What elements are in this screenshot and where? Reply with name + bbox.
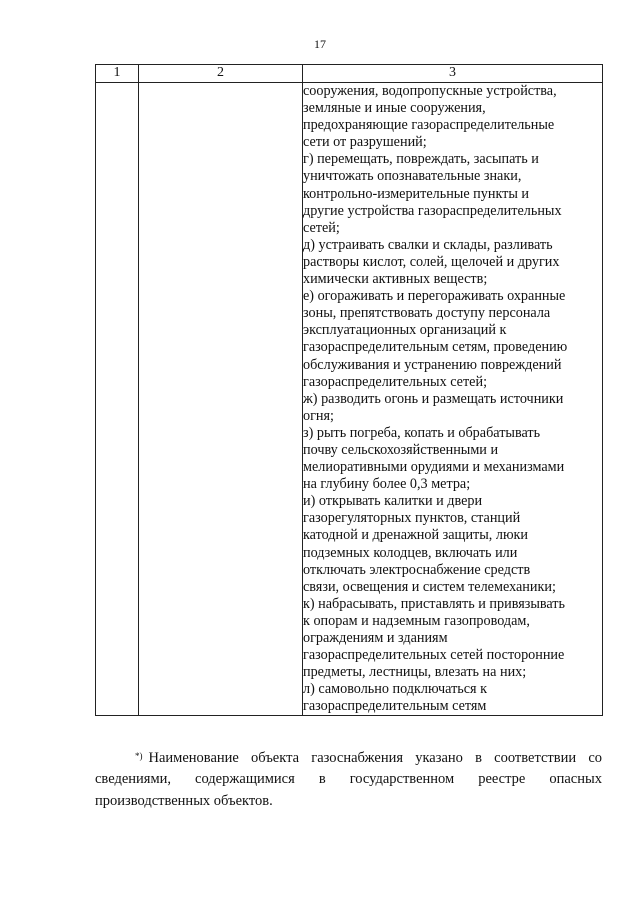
cell-text-line: и) открывать калитки и двери: [303, 493, 483, 510]
cell-text-line: к) набрасывать, приставлять и привязывать: [303, 595, 565, 612]
footnote-word: соответствии: [494, 750, 577, 766]
cell-text-line: связи, освещения и систем телемеханики;: [303, 578, 556, 595]
footnote-word: опасных: [549, 771, 602, 788]
footnote-word: государственном: [349, 771, 455, 788]
cell-text-line: огня;: [303, 407, 334, 424]
footnote-line-3: производственных объектов.: [95, 792, 273, 809]
footnote-line-2: [95, 769, 602, 790]
cell-text-line: катодной и дренажной защиты, люки: [303, 527, 529, 544]
cell-text-line: зоны, препятствовать доступу персонала: [303, 305, 551, 322]
cell-text-line: к опорам и надземным газопроводам,: [303, 612, 530, 629]
footnote-word: Наименование: [148, 750, 239, 766]
cell-text-line: эксплуатационных организаций к: [303, 322, 507, 339]
cell-col-1: [96, 83, 139, 716]
cell-text-line: химически активных веществ;: [303, 271, 488, 288]
cell-col-2: [139, 83, 303, 716]
footnote-word: со: [588, 750, 602, 766]
footnote-word: в: [318, 771, 326, 788]
table-row: [96, 83, 603, 716]
cell-text-line: з) рыть погреба, копать и обрабатывать: [303, 424, 541, 441]
cell-text-line: другие устройства газораспределительных: [303, 202, 562, 219]
cell-col-3: [303, 83, 603, 716]
footnote-marker: *): [135, 751, 143, 761]
footnote-word: объекта: [251, 750, 300, 766]
cell-text-line: е) огораживать и перегораживать охранные: [303, 288, 566, 305]
cell-text-line: газораспределительных сетей посторонние: [303, 647, 565, 664]
footnote-word: содержащимися: [195, 771, 295, 788]
cell-text-line: мелиоративными орудиями и механизмами: [303, 459, 565, 476]
page-number: 17: [314, 37, 326, 51]
column-header-2: 2: [139, 65, 303, 83]
cell-text-line: л) самовольно подключаться к: [303, 681, 488, 698]
cell-text-line: сети от разрушений;: [303, 134, 427, 151]
table-header-row: [96, 65, 603, 83]
footnote: [95, 748, 602, 812]
cell-text-line: растворы кислот, солей, щелочей и других: [303, 253, 560, 270]
cell-text-line: подземных колодцев, включать или: [303, 544, 518, 561]
cell-text-line: почву сельскохозяйственными и: [303, 441, 499, 458]
footnote-word: сведениями,: [95, 771, 172, 788]
column-header-3: 3: [303, 65, 603, 83]
column-header-1: 1: [96, 65, 139, 83]
cell-text-line: отключать электроснабжение средств: [303, 561, 531, 578]
cell-text-line: контрольно-измерительные пункты и: [303, 185, 530, 202]
cell-text-line: д) устраивать свалки и склады, разливать: [303, 236, 553, 253]
footnote-line-1: [95, 748, 602, 769]
footnote-word: реестре: [478, 771, 526, 788]
cell-text-line: газораспределительным сетям, проведению: [303, 339, 568, 356]
cell-text-line: сооружения, водопропускные устройства,: [303, 83, 557, 99]
cell-text-line: предохраняющие газораспределительные: [303, 117, 555, 134]
footnote-word: газоснабжения: [311, 750, 404, 766]
cell-text-line: г) перемещать, повреждать, засыпать и: [303, 151, 539, 168]
cell-text-line: земляные и иные сооружения,: [303, 100, 486, 117]
cell-text-line: ограждениям и зданиям: [303, 630, 448, 646]
cell-text-line: обслуживания и устранению повреждений: [303, 356, 562, 373]
cell-text-line: газораспределительных сетей;: [303, 373, 488, 390]
cell-text-line: уничтожать опознавательные знаки,: [303, 168, 522, 185]
document-table: [95, 64, 603, 716]
cell-text-line: сетей;: [303, 219, 340, 236]
footnote-line-1-text: [149, 748, 603, 769]
footnote-word: в: [475, 750, 482, 766]
cell-text-line: на глубину более 0,3 метра;: [303, 476, 471, 493]
cell-text-line: ж) разводить огонь и размещать источники: [303, 390, 564, 407]
cell-text-line: газораспределительным сетям: [303, 698, 487, 715]
footnote-word: указано: [415, 750, 463, 766]
cell-text-line: газорегуляторных пунктов, станций: [303, 510, 521, 527]
cell-text-line: предметы, лестницы, влезать на них;: [303, 664, 527, 681]
